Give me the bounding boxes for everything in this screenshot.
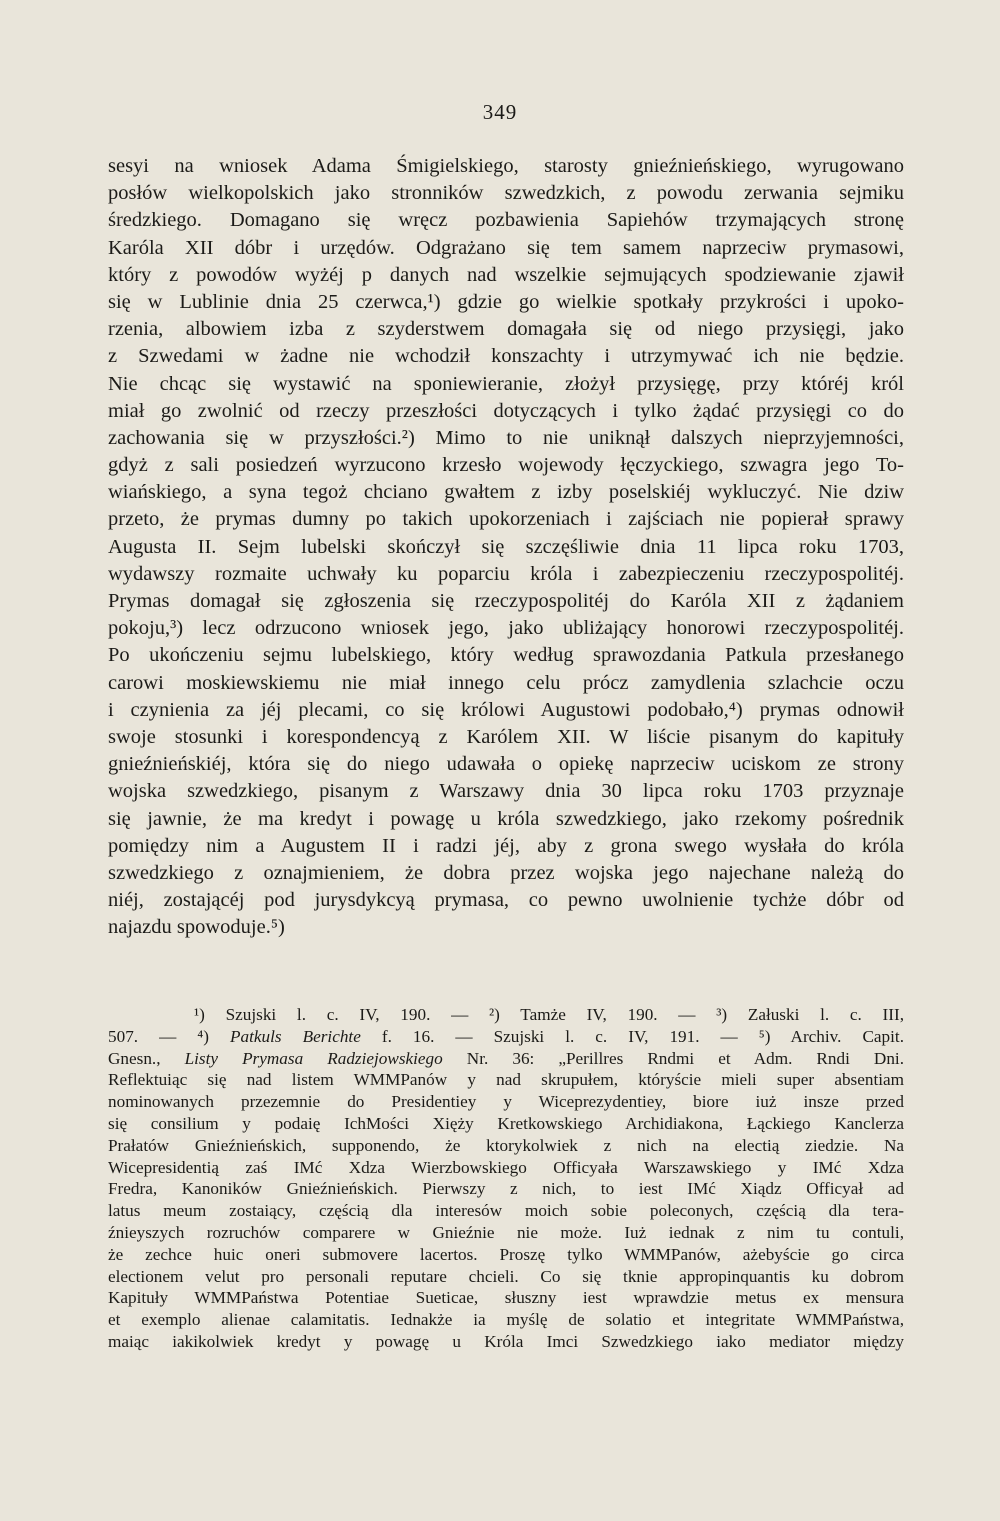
text-line: sesyi na wniosek Adama Śmigielskiego, starosty gnieźnieńskiego, wyrugowano [108,155,904,177]
footnote-line: Reflektuiąc się nad listem WMMPanów y nad skrupułem, któryście mieli super absentiam [108,1070,904,1090]
footnote-line: nominowanych przezemnie do Presidentiey y Wiceprezydentiey, biore iuż insze przed [108,1092,904,1112]
text-line: pokoju,³) lecz odrzucono wniosek jego, jako ubliżający honorowi rzeczypospolitéj. [108,617,904,640]
footnote-line: electionem velut pro personali reputare chcieli. Co się tknie appropinquantis ku dobrom [108,1266,904,1286]
footnote-line [108,1048,904,1070]
text-line: pomiędzy nim a Augustem II i radzi jéj, aby z grona swego wysłała do króla [108,834,904,857]
footnote-line: Wicepresidentią zaś IMć Xdza Wierzbowskiego Officyała Warszawskiego y IMć Xdza [108,1157,904,1177]
text-line: z Szwedami w żadne nie wchodził konszachty i utrzymywać ich nie będzie. [108,345,904,368]
text-line: Prymas domagał się zgłoszenia się rzeczypospolitéj do Karóla XII z żądaniem [108,590,904,612]
text-line: wojska szwedzkiego, pisanym z Warszawy dnia 30 lipca roku 1703 przyznaje [108,780,904,803]
text-line: carowi moskiewskiemu nie miał innego celu prócz zamydlenia szlachcie oczu [108,671,904,694]
text-line: wiańskiego, a syna tegoż chciano gwałtem z izby poselskiéj wykluczyć. Nie dziw [108,481,904,504]
text-line: najazdu spowoduje.⁵) [108,916,285,939]
footnote-text: 507. — ⁴) [108,1026,231,1046]
text-line: Po ukończeniu sejmu lubelskiego, który według sprawozdania Patkula przesłanego [108,644,904,667]
footnote-italic-title: Patkuls Berichte [230,1026,361,1046]
footnote-line: et exemplo alienae calamitatis. Iednakże ia myślę de solatio et integritate WMMPaństwa, [108,1310,904,1330]
footnote-line: źnieyszych rozruchów comparere w Gnieźnie nie może. Iuż iednak z nim tu contuli, [108,1222,904,1242]
text-line: się w Lublinie dnia 25 czerwca,¹) gdzie go wielkie spotkały przykrości i upoko- [108,290,904,313]
footnote-line: ¹) Szujski l. c. IV, 190. — ²) Tamże IV, 190. — ³) Załuski l. c. III, [194,1005,904,1024]
footnote-line: się consilium y podaię IchMości Xięży Kretkowskiego Archidiakona, Łąckiego Kanclerza [108,1113,904,1133]
footnote-line: Prałatów Gnieźnieńskich, supponendo, że ktorykolwiek z nich na electią ziedzie. Na [108,1135,904,1155]
footnote-text: Gnesn., [108,1048,185,1068]
text-line: który z powodów wyżéj p danych nad wszelkie sejmujących spodziewanie zjawił [108,263,904,286]
text-line: posłów wielkopolskich jako stronników szwedzkich, z powodu zerwania sejmiku [108,182,904,205]
text-line: średzkiego. Domagano się wręcz pozbawienia Sapiehów trzymających stronę [108,209,904,232]
footnote-text: f. 16. — Szujski l. c. IV, 191. — ⁵) Archiv. Capit. [360,1026,904,1046]
footnotes [108,1004,904,1353]
text-line: się jawnie, że ma kredyt i powagę u króla szwedzkiego, jako rzekomy pośrednik [108,807,904,830]
footnote-line [108,1026,904,1048]
text-line: Augusta II. Sejm lubelski skończył się szczęśliwie dnia 11 lipca roku 1703, [108,535,904,558]
text-line: Nie chcąc się wystawić na sponiewieranie, złożył przysięgę, przy któréj król [108,372,904,395]
text-line: szwedzkiego z oznajmieniem, że dobra przez wojska jego najechane należą do [108,861,904,884]
text-line: gdyż z sali posiedzeń wyrzucono krzesło wojewody łęczyckiego, szwagra jego To- [108,454,904,477]
footnote-line: maiąc iakikolwiek kredyt y powagę u Króla Imci Szwedzkiego iako mediator między [108,1331,904,1351]
text-line: gnieźnieńskiéj, która się do niego udawała o opiekę naprzeciw uciskom ze strony [108,753,904,776]
footnote-line: że zechce huic oneri submovere lacertos. Proszę tylko WMMPanów, ażebyście go circa [108,1244,904,1264]
text-line: i czynienia za jéj plecami, co się królowi Augustowi podobało,⁴) prymas odnowił [108,698,904,721]
text-line: zachowania się w przyszłości.²) Mimo to nie uniknął dalszych nieprzyjemności, [108,426,904,449]
footnote-line: latus meum zostaiący, częścią dla interesów moich sobie poleconych, częścią dla tera- [108,1201,904,1221]
main-text [108,153,904,941]
text-line: Karóla XII dóbr i urzędów. Odgrażano się tem samem naprzeciw prymasowi, [108,236,904,259]
text-line: przeto, że prymas dumny po takich upokorzeniach i zajściach nie popierał sprawy [108,508,904,531]
footnote-italic-title: Listy Prymasa Radziejowskiego [184,1048,443,1068]
text-line: wydawszy rozmaite uchwały ku poparciu króla i zabezpieczeniu rzeczypospolitéj. [108,562,904,585]
text-line: miał go zwolnić od rzeczy przeszłości dotyczących i tylko żądać przysięgi co do [108,399,904,422]
text-line: rzenia, albowiem izba z szyderstwem domagała się od niego przysięgi, jako [108,318,904,341]
text-line: swoje stosunki i korespondencyą z Karólem XII. W liście pisanym do kapituły [108,725,904,748]
footnote-text: Nr. 36: „Perillres Rndmi et Adm. Rndi Dni. [442,1048,904,1068]
footnote-line: Kapituły WMMPaństwa Potentiae Sueticae, słuszny iest wprawdzie metus ex mensura [108,1288,904,1308]
text-line: niéj, zostającéj pod jurysdykcyą prymasa, co pewno uwolnienie tychże dóbr od [108,889,904,912]
page-number: 349 [482,100,518,124]
footnote-line: Fredra, Kanoników Gnieźnieńskich. Pierwszy z nich, to iest IMć Xiądz Officyał ad [108,1179,904,1199]
